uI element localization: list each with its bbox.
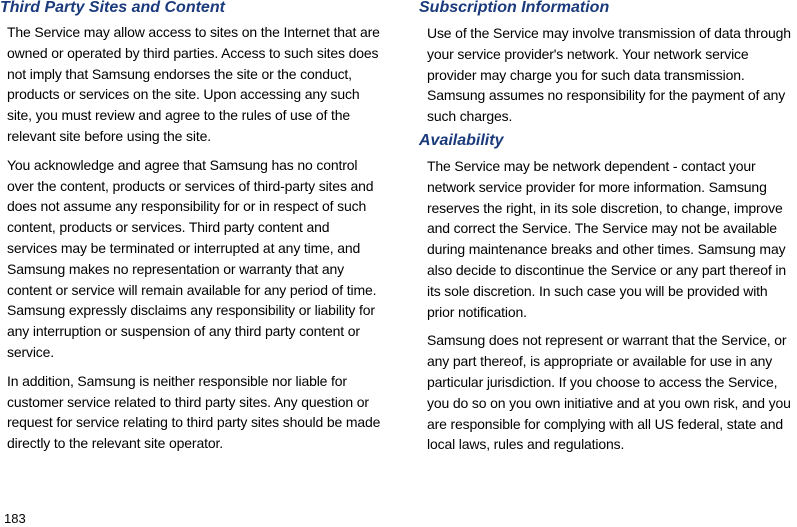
section-heading-third-party: Third Party Sites and Content: [0, 0, 225, 16]
right-column: [419, 0, 797, 455]
page-number: 183: [4, 511, 26, 526]
left-column: [0, 0, 388, 454]
paragraph: Use of the Service may involve transmission of data through your service provider's network. Your network service provider may charge you for such data transmission. Samsung assumes no responsibility for the payment of any such charges.: [427, 25, 791, 125]
paragraph: You acknowledge and agree that Samsung has no control over the content, products or services of third-party sites and does not assume any responsibility for or in respect of such content, products or services. Third party content and services may be terminated or interrupted at any time, and Samsung makes no representation or warranty that any content or service will remain available for any period of time. Samsung expressly disclaims any responsibility or liability for any interruption or suspension of any third party content or service.: [7, 156, 377, 360]
paragraph: In addition, Samsung is neither responsible nor liable for customer service related to third party sites. Any question or request for service relating to third party sites should be made directly to the relevant site operator.: [7, 372, 381, 452]
paragraph: Samsung does not represent or warrant that the Service, or any part thereof, is appropriate or available for use in any particular jurisdiction. If you choose to access the Service, you do so on you own initiative and at you own risk, and you are responsible for complying with all US federal, state and local laws, rules and regulations.: [427, 332, 791, 453]
paragraph: The Service may be network dependent - contact your network service provider for more information. Samsung reserves the right, in its sole discretion, to change, improve and correct the Service. The Service may not be available during maintenance breaks and other times. Samsung may also decide to discontinue the Service or any part thereof in its sole discretion. In such case you will be provided with prior notification.: [427, 157, 786, 320]
paragraph: The Service may allow access to sites on the Internet that are owned or operated by third parties. Access to such sites does not imply that Samsung endorses the site or the conduct, products or services on the site. Upon accessing any such site, you must review and agree to the rules of use of the relevant site before using the site.: [7, 24, 380, 144]
section-heading-availability: Availability: [419, 131, 504, 149]
section-heading-subscription: Subscription Information: [419, 0, 610, 16]
